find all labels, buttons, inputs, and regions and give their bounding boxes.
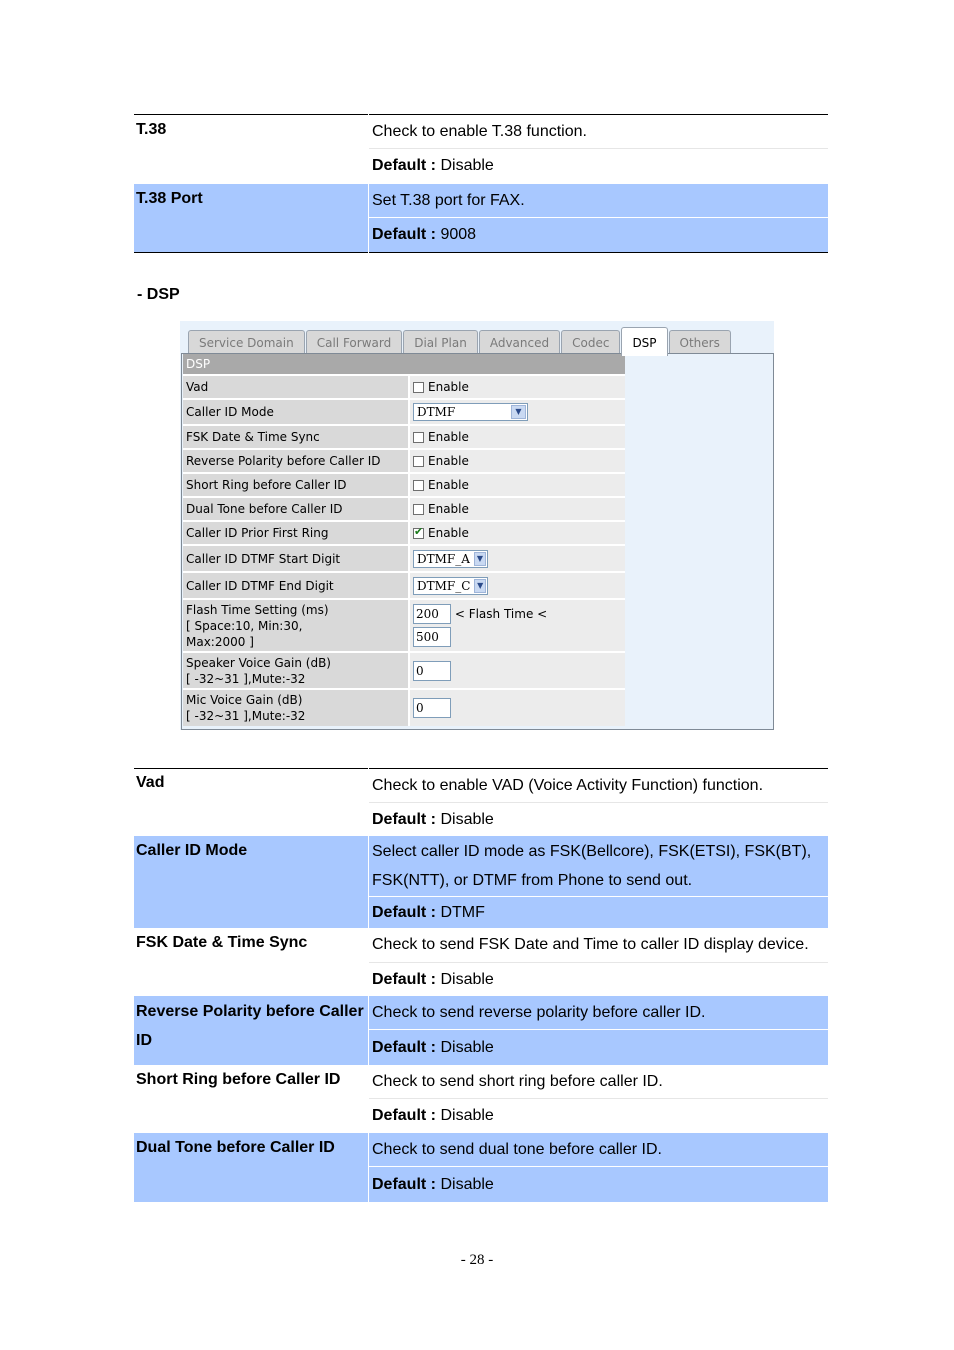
param-row-dual-tone bbox=[134, 1133, 828, 1202]
tab-codec[interactable]: Codec bbox=[561, 330, 620, 355]
reverse-polarity-checkbox[interactable] bbox=[413, 456, 424, 467]
param-row-vad bbox=[134, 769, 828, 837]
param-desc: Check to enable VAD (Voice Activity Function) function. bbox=[372, 776, 764, 794]
checkbox-label: Enable bbox=[428, 502, 469, 516]
form-row-fsk-sync bbox=[183, 426, 625, 450]
param-desc: Select caller ID mode as FSK(Bellcore), FSK(ETSI), FSK(BT), FSK(NTT), or DTMF from Phone to send out. bbox=[372, 843, 812, 889]
field-label: Flash Time Setting (ms) [ Space:10, Min:30, Max:2000 ] bbox=[183, 600, 410, 651]
param-name: Short Ring before Caller ID bbox=[136, 1071, 341, 1088]
tab-dial-plan[interactable]: Dial Plan bbox=[403, 330, 478, 355]
param-row-fsk-sync bbox=[134, 928, 828, 996]
t38-parameter-table bbox=[134, 114, 828, 253]
param-name: Vad bbox=[136, 774, 165, 791]
form-row-start-digit bbox=[183, 546, 625, 573]
checkbox-label: Enable bbox=[428, 430, 469, 444]
field-label: Caller ID Mode bbox=[183, 400, 410, 424]
param-default: Default : Disable bbox=[369, 1098, 828, 1133]
tab-advanced[interactable]: Advanced bbox=[479, 330, 560, 355]
form-row-dual-tone bbox=[183, 498, 625, 522]
param-desc: Check to send short ring before caller ID. bbox=[372, 1072, 663, 1090]
param-row-t38-port bbox=[134, 183, 828, 253]
field-label: Mic Voice Gain (dB) [ -32~31 ],Mute:-32 bbox=[183, 690, 410, 726]
checkbox-label: Enable bbox=[428, 380, 469, 394]
flash-min-input[interactable]: 200 bbox=[413, 604, 451, 624]
param-name: T.38 Port bbox=[134, 183, 369, 253]
param-name: Dual Tone before Caller ID bbox=[134, 1133, 369, 1202]
form-row-flash-time bbox=[183, 600, 625, 653]
checkbox-label: Enable bbox=[428, 454, 469, 468]
section-title: - DSP bbox=[137, 286, 180, 303]
field-label: Speaker Voice Gain (dB) [ -32~31 ],Mute:-32 bbox=[183, 653, 410, 688]
flash-time-text: < Flash Time < bbox=[454, 607, 548, 621]
form-row-reverse-polarity bbox=[183, 450, 625, 474]
chevron-down-icon: ▼ bbox=[511, 405, 526, 419]
param-desc: Set T.38 port for FAX. bbox=[372, 191, 525, 209]
param-default: Default : Disable bbox=[369, 802, 828, 836]
checkbox-label: Enable bbox=[428, 526, 469, 540]
param-row-t38 bbox=[134, 115, 828, 184]
chevron-down-icon: ▼ bbox=[474, 552, 486, 566]
field-label: Caller ID DTMF Start Digit bbox=[183, 546, 410, 571]
param-default: Default : Disable bbox=[369, 1166, 828, 1202]
field-label: Dual Tone before Caller ID bbox=[183, 498, 410, 520]
param-default: Default : Disable bbox=[369, 148, 828, 182]
form-title: DSP bbox=[183, 354, 625, 376]
speaker-gain-input[interactable]: 0 bbox=[413, 661, 451, 681]
mic-gain-input[interactable]: 0 bbox=[413, 698, 451, 718]
tab-call-forward[interactable]: Call Forward bbox=[306, 330, 402, 355]
field-label: Caller ID DTMF End Digit bbox=[183, 573, 410, 598]
dsp-panel bbox=[181, 353, 774, 730]
param-name: Reverse Polarity before Caller ID bbox=[134, 996, 369, 1065]
param-desc: Check to send FSK Date and Time to caller ID display device. bbox=[372, 936, 809, 953]
param-default: Default : DTMF bbox=[369, 896, 828, 928]
page-number: - 28 - bbox=[460, 1252, 494, 1268]
field-label: Short Ring before Caller ID bbox=[183, 474, 410, 496]
tab-others[interactable]: Others bbox=[669, 330, 731, 355]
dsp-parameter-table bbox=[134, 768, 828, 1203]
param-row-reverse-polarity bbox=[134, 996, 828, 1065]
dsp-form bbox=[183, 354, 625, 726]
param-desc: Check to enable T.38 function. bbox=[372, 122, 587, 140]
param-name: T.38 bbox=[136, 121, 167, 138]
param-default: Default : Disable bbox=[369, 1029, 828, 1065]
fsk-sync-checkbox[interactable] bbox=[413, 432, 424, 443]
param-desc: Check to send reverse polarity before caller ID. bbox=[372, 1003, 706, 1021]
form-row-short-ring bbox=[183, 474, 625, 498]
field-label: FSK Date & Time Sync bbox=[183, 426, 410, 448]
param-name: Caller ID Mode bbox=[134, 836, 369, 928]
tab-bar bbox=[188, 327, 732, 354]
field-label: Reverse Polarity before Caller ID bbox=[183, 450, 410, 472]
start-digit-select[interactable]: DTMF_A ▼ bbox=[413, 550, 488, 568]
field-label: Vad bbox=[183, 376, 410, 398]
form-row-end-digit bbox=[183, 573, 625, 600]
form-row-speaker-gain bbox=[183, 653, 625, 690]
flash-max-input[interactable]: 500 bbox=[413, 627, 451, 647]
dsp-settings-screenshot bbox=[180, 321, 774, 730]
short-ring-checkbox[interactable] bbox=[413, 480, 424, 491]
tab-dsp[interactable]: DSP bbox=[621, 327, 667, 356]
dual-tone-checkbox[interactable] bbox=[413, 504, 424, 515]
checkbox-label: Enable bbox=[428, 478, 469, 492]
param-default: Default : 9008 bbox=[369, 217, 828, 252]
form-row-vad bbox=[183, 376, 625, 400]
param-default: Default : Disable bbox=[369, 962, 828, 996]
form-row-mic-gain bbox=[183, 690, 625, 726]
end-digit-select[interactable]: DTMF_C ▼ bbox=[413, 577, 488, 595]
chevron-down-icon: ▼ bbox=[474, 579, 486, 593]
param-row-caller-id-mode bbox=[134, 836, 828, 928]
prior-first-ring-checkbox[interactable] bbox=[413, 528, 424, 539]
vad-checkbox[interactable] bbox=[413, 382, 424, 393]
field-label: Caller ID Prior First Ring bbox=[183, 522, 410, 544]
caller-id-mode-select[interactable]: DTMF ▼ bbox=[413, 403, 528, 421]
param-name: FSK Date & Time Sync bbox=[136, 934, 308, 951]
param-row-short-ring bbox=[134, 1065, 828, 1133]
form-row-caller-id-mode bbox=[183, 400, 625, 426]
tab-service-domain[interactable]: Service Domain bbox=[188, 330, 305, 355]
param-desc: Check to send dual tone before caller ID. bbox=[372, 1140, 662, 1158]
form-row-prior-first-ring bbox=[183, 522, 625, 546]
